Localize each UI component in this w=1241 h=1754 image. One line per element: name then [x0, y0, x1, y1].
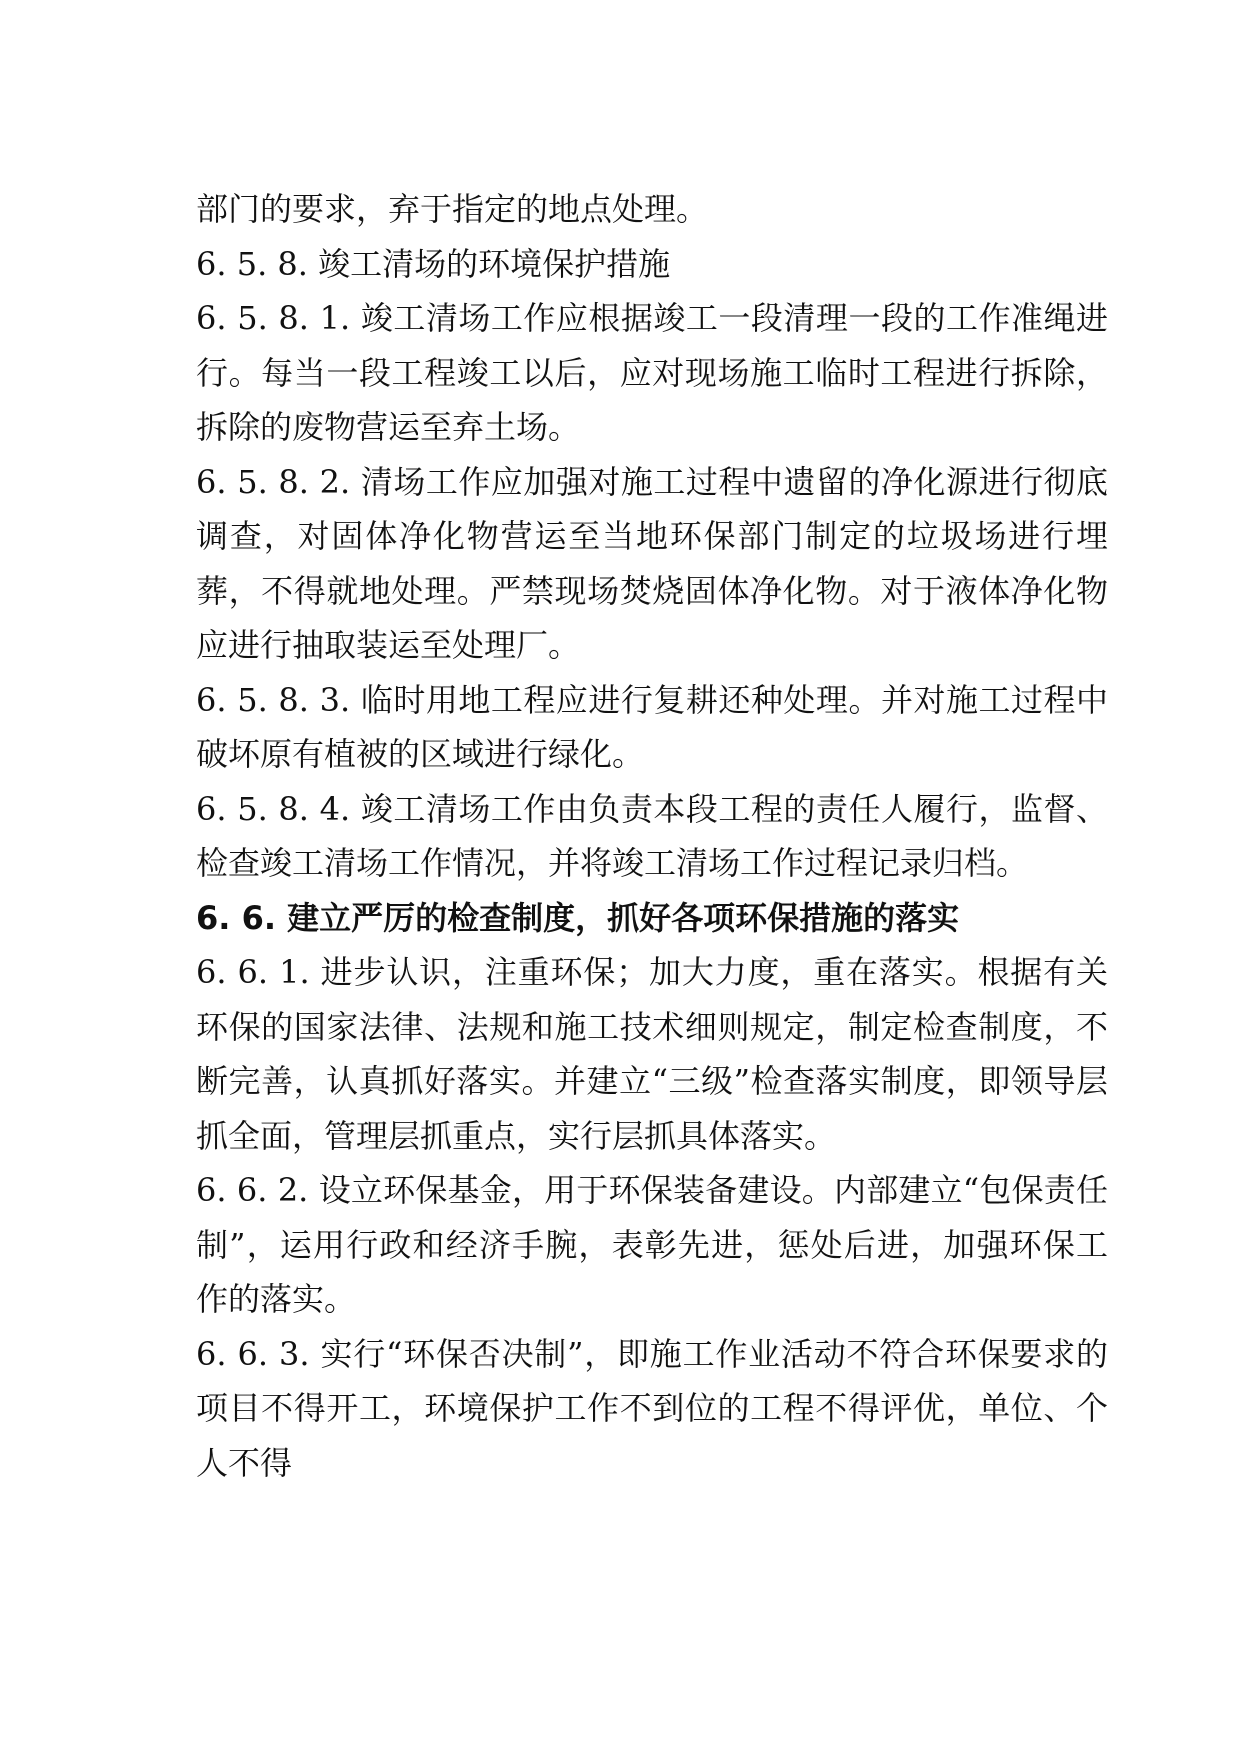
document-body	[196, 182, 1108, 1490]
paragraph-6-6-1: 6. 6. 1. 进步认识，注重环保；加大力度，重在落实。根据有关环保的国家法律、法规和施工技术细则规定，制定检查制度，不断完善，认真抓好落实。并建立“三级”检查落实制度，即领导层抓全面，管理层抓重点，实行层抓具体落实。	[196, 953, 1108, 1155]
paragraph-6-5-8-3: 6. 5. 8. 3. 临时用地工程应进行复耕还种处理。并对施工过程中破坏原有植被的区域进行绿化。	[196, 680, 1108, 773]
paragraph-6-5-8-4: 6. 5. 8. 4. 竣工清场工作由负责本段工程的责任人履行，监督、检查竣工清场工作情况，并将竣工清场工作过程记录归档。	[196, 789, 1108, 882]
paragraph-6-6-2: 6. 6. 2. 设立环保基金，用于环保装备建设。内部建立“包保责任制”，运用行政和经济手腕，表彰先进，惩处后进，加强环保工作的落实。	[196, 1171, 1108, 1318]
paragraph-6-5-8-1: 6. 5. 8. 1. 竣工清场工作应根据竣工一段清理一段的工作准绳进行。每当一段工程竣工以后，应对现场施工临时工程进行拆除，拆除的废物营运至弃土场。	[196, 299, 1108, 446]
paragraph-6-6-3: 6. 6. 3. 实行“环保否决制”，即施工作业活动不符合环保要求的项目不得开工，环境保护工作不到位的工程不得评优，单位、个人不得	[196, 1334, 1108, 1482]
paragraph-6-5-8-2: 6. 5. 8. 2. 清场工作应加强对施工过程中遗留的净化源进行彻底调查，对固体净化物营运至当地环保部门制定的垃圾场进行埋葬，不得就地处理。严禁现场焚烧固体净化物。对于液体净化物应进行抽取装运至处理厂。	[196, 462, 1108, 664]
section-heading-6-6: 6. 6. 建立严厉的检查制度，抓好各项环保措施的落实	[196, 898, 960, 937]
paragraph-continuation: 部门的要求，弃于指定的地点处理。	[196, 190, 709, 228]
section-title-6-5-8: 6. 5. 8. 竣工清场的环境保护措施	[196, 244, 671, 283]
